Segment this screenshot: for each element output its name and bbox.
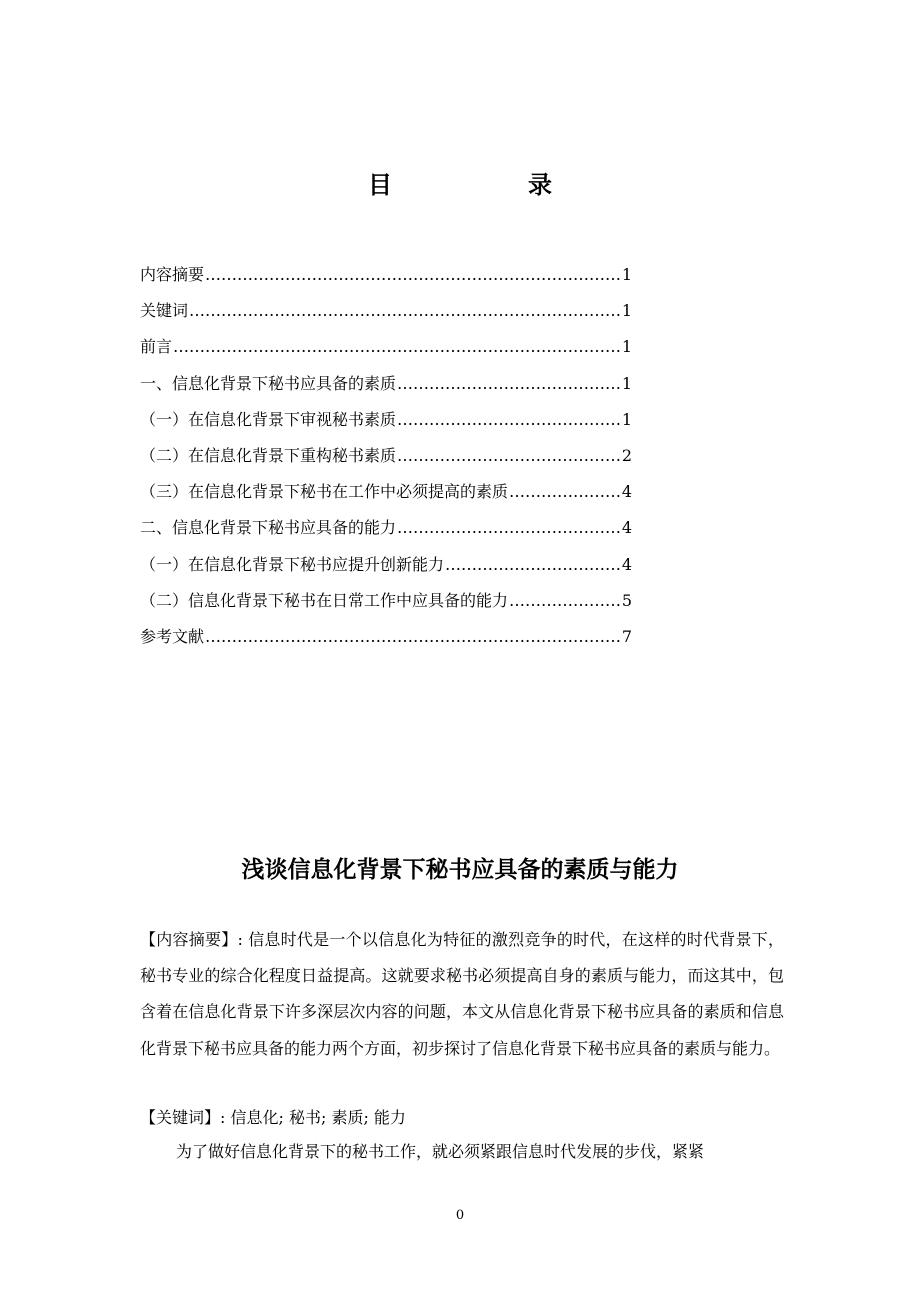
toc-item-preface[interactable] [140,329,632,365]
toc-item-title: 关键词 [140,301,189,321]
toc-item-page: 1 [621,337,632,357]
toc-list [140,257,632,655]
toc-item-title: 内容摘要 [140,265,205,284]
toc-item-section-2-1[interactable] [140,547,632,583]
keywords-label: 【关键词】 [140,1108,221,1127]
toc-heading [0,168,920,208]
toc-item-page: 4 [621,518,632,538]
toc-item-title: 前言 [140,337,173,357]
toc-item-title: （二）信息化背景下秘书在日常工作中应具备的能力 [140,590,509,610]
toc-item-section-2[interactable] [140,510,632,546]
toc-leader-dots [397,366,621,402]
toc-leader-dots [397,438,621,474]
toc-item-title: 二、信息化背景下秘书应具备的能力 [140,518,397,538]
toc-leader-dots [509,583,621,619]
toc-leader-dots [189,293,621,329]
toc-item-keywords[interactable] [140,293,632,329]
toc-item-title: 一、信息化背景下秘书应具备的素质 [140,373,397,393]
intro-paragraph: 为了做好信息化背景下的秘书工作，就必须紧跟信息时代发展的步伐，紧紧 [176,1142,705,1161]
abstract-paragraph [140,922,784,1067]
toc-item-section-1-1[interactable] [140,402,632,438]
toc-heading-char-2: 录 [528,170,552,199]
toc-item-page: 4 [621,482,632,502]
toc-heading-char-1: 目 [368,170,392,199]
toc-leader-dots [205,257,621,293]
toc-item-page: 4 [621,554,632,574]
toc-item-section-1-2[interactable] [140,438,632,474]
toc-leader-dots [445,547,621,583]
toc-item-abstract[interactable] [140,257,632,293]
toc-item-title: （三）在信息化背景下秘书在工作中必须提高的素质 [140,482,509,502]
toc-item-section-1[interactable] [140,366,632,402]
keywords-text: : 信息化; 秘书; 素质; 能力 [220,1108,406,1127]
toc-item-page: 1 [621,301,632,321]
toc-item-section-2-2[interactable] [140,583,632,619]
toc-item-page: 2 [621,445,632,465]
toc-item-page: 1 [621,265,632,284]
toc-item-title: 参考文献 [140,626,205,646]
toc-item-page: 1 [621,409,632,429]
toc-leader-dots [397,402,621,438]
toc-leader-dots [397,510,621,546]
toc-leader-dots [509,474,621,510]
toc-item-title: （二）在信息化背景下重构秘书素质 [140,445,397,465]
toc-item-page: 1 [621,373,632,393]
toc-item-section-1-3[interactable] [140,474,632,510]
toc-leader-dots [205,619,621,655]
abstract-label: 【内容摘要】: [140,930,243,949]
keywords-line [140,1102,784,1134]
toc-item-page: 5 [621,590,632,610]
article-title: 浅谈信息化背景下秘书应具备的素质与能力 [241,856,679,883]
abstract-text: 信息时代是一个以信息化为特征的激烈竞争的时代，在这样的时代背景下，秘书专业的综合化程度日益提高。这就要求秘书必须提高自身的素质与能力，而这其中，包含着在信息化背景下许多深层次内容的问题，本文从信息化背景下秘书应具备的素质和信息化背景下秘书应具备的能力两个方面，初步探讨了信息化背景下秘书应具备的素质与能力。 [140,930,784,1058]
toc-item-title: （一）在信息化背景下审视秘书素质 [140,409,397,429]
toc-item-references[interactable] [140,619,632,655]
toc-leader-dots [173,329,621,365]
page-number: 0 [455,1208,465,1223]
toc-item-title: （一）在信息化背景下秘书应提升创新能力 [140,554,445,574]
toc-item-page: 7 [621,626,632,646]
